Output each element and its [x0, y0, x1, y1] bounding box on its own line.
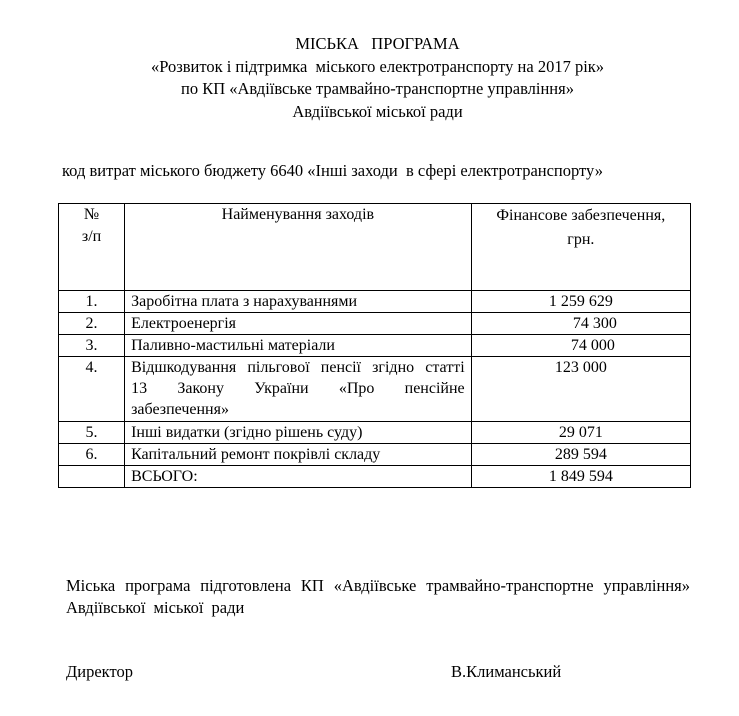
header-financing: Фінансове забезпечення, грн.	[471, 204, 690, 291]
row-number: 6.	[59, 444, 125, 466]
table-row	[59, 313, 691, 335]
row-measure: Інші видатки (згідно рішень суду)	[125, 422, 472, 444]
row-amount: 74 000	[471, 335, 690, 357]
header-measure-name: Найменування заходів	[125, 204, 472, 291]
total-number	[59, 466, 125, 488]
document-title	[0, 33, 739, 123]
signer-title: Директор	[66, 662, 133, 681]
table-row	[59, 335, 691, 357]
row-amount: 29 071	[471, 422, 690, 444]
financing-table	[58, 203, 691, 488]
row-amount: 123 000	[471, 357, 690, 422]
prepared-by-note: Міська програма підготовлена КП «Авдіївське трамвайно-транспортне управління» Авдіївської міської ради	[66, 576, 690, 617]
signer-name: В.Климанський	[451, 662, 562, 681]
row-measure: Заробітна плата з нарахуваннями	[125, 291, 472, 313]
table-header-row	[59, 204, 691, 291]
row-number: 3.	[59, 335, 125, 357]
table-row	[59, 291, 691, 313]
title-line-council: Авдіївської міської ради	[292, 101, 463, 121]
row-amount: 1 259 629	[471, 291, 690, 313]
row-number: 1.	[59, 291, 125, 313]
title-line-program: МІСЬКА ПРОГРАМА	[295, 34, 460, 53]
total-amount: 1 849 594	[471, 466, 690, 488]
row-measure: Паливно-мастильні матеріали	[125, 335, 472, 357]
header-number: № з/п	[59, 204, 125, 291]
table-row	[59, 444, 691, 466]
row-measure: Капітальний ремонт покрівлі складу	[125, 444, 472, 466]
row-measure: Відшкодування пільгової пенсії згідно статті 13 Закону України «Про пенсійне забезпечення»	[125, 357, 472, 422]
budget-code-line: код витрат міського бюджету 6640 «Інші заходи в сфері електротранспорту»	[62, 161, 603, 180]
title-line-enterprise: по КП «Авдіївське трамвайно-транспортне управління»	[181, 79, 574, 98]
row-number: 5.	[59, 422, 125, 444]
total-label: ВСЬОГО:	[125, 466, 472, 488]
table-row	[59, 357, 691, 422]
row-number: 4.	[59, 357, 125, 422]
row-amount: 289 594	[471, 444, 690, 466]
row-number: 2.	[59, 313, 125, 335]
table-total-row	[59, 466, 691, 488]
row-amount: 74 300	[471, 313, 690, 335]
title-line-name: «Розвиток і підтримка міського електротранспорту на 2017 рік»	[150, 56, 605, 76]
table-row	[59, 422, 691, 444]
row-measure: Електроенергія	[125, 313, 472, 335]
